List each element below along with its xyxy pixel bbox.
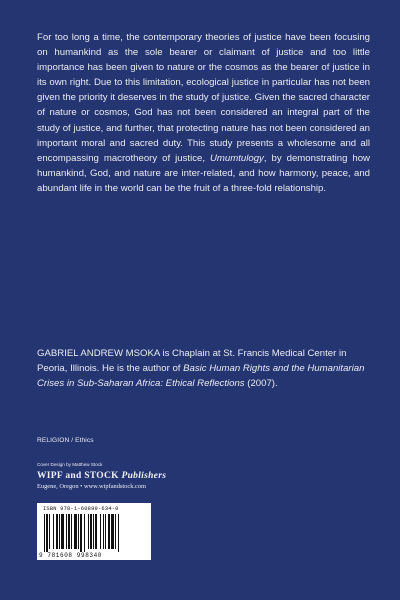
bio-part-1: GABRIEL ANDREW MSOKA is Chaplain at St. Francis Medical Center in Peoria, Illinois. He is the author of [37, 348, 347, 374]
author-bio [37, 347, 370, 391]
barcode-icon [43, 514, 145, 552]
publisher-location: Eugene, Oregon • www.wipfandstock.com [37, 483, 147, 490]
publisher-name-italic: Publishers [121, 471, 167, 481]
blurb-text [37, 30, 370, 196]
isbn-label: ISBN 978-1-60899-634-0 [43, 506, 119, 512]
publisher-name [37, 471, 166, 482]
blurb-term: Umumtulogy [209, 152, 264, 164]
subject-category: RELIGION / Ethics [37, 437, 94, 444]
cover-credit: Cover Design by Matthew Stock [37, 462, 103, 467]
publisher-name-main: WIPF and STOCK [37, 471, 122, 481]
bio-book-title: Basic Human Rights and the Humanitarian Crises in Sub-Saharan Africa: Ethical Reflections [37, 362, 365, 389]
barcode-box [37, 503, 151, 560]
bio-part-2: (2007). [244, 377, 278, 389]
barcode-digits: 9 781608 998340 [39, 552, 103, 559]
publisher-block [37, 471, 166, 491]
blurb-part-2: , by demonstrating how humankind, God, and nature are inter-related, and how harmony, peace, and abundant life in the world can be the fruit of a three-fold relationship. [37, 152, 370, 194]
blurb-part-1: For too long a time, the contemporary theories of justice have been focusing on humankind as the sole bearer or claimant of justice and too little importance has been given to nature or the cosmos as the bearer of justice in its own right. Due to this limitation, ecological justice in particular has not been given the priority it deserves in the study of justice. Given the sacred character of nature or cosmos, God has not been considered an integral part of the study of justice, and further, that protecting nature has not been considered an important moral and sacred duty. This study presents a wholesome and all encompassing macrotheory of justice, [37, 32, 370, 164]
